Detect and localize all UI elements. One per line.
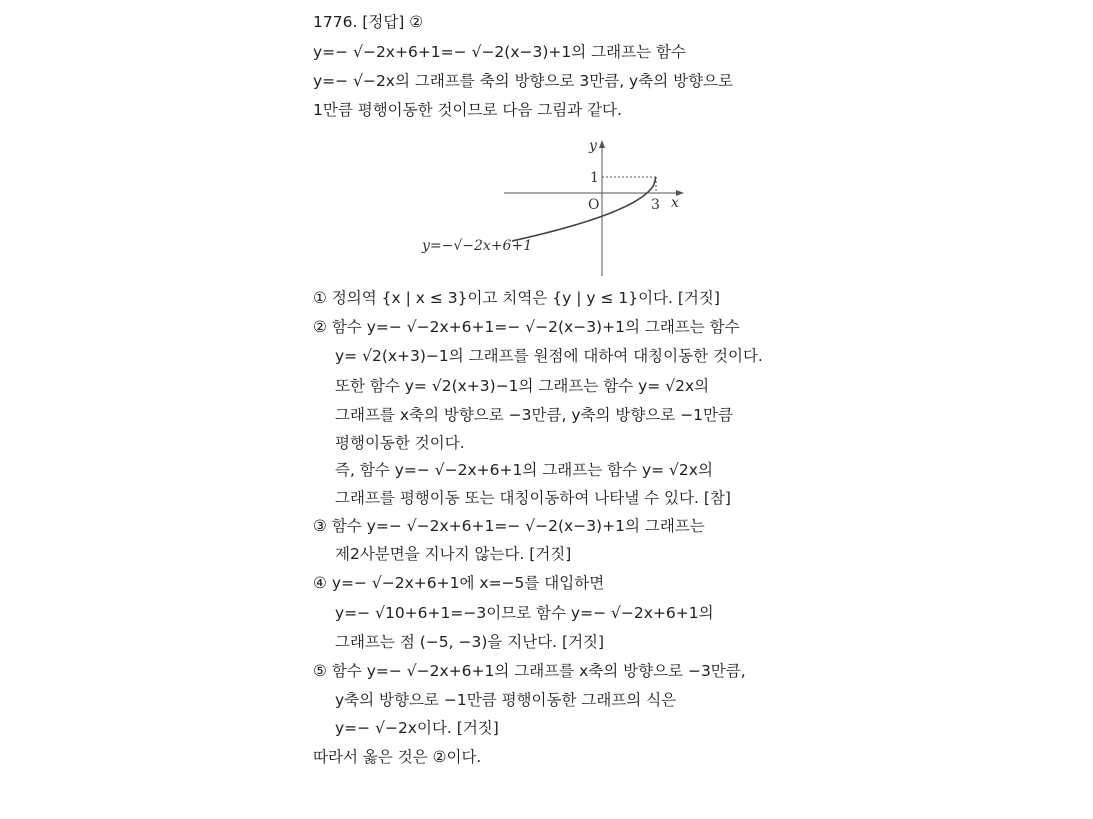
intro-line-2: y=− √−2x의 그래프를 축의 방향으로 3만큼, y축의 방향으로 — [313, 72, 733, 90]
item-2-line-1: ② 함수 y=− √−2x+6+1=− √−2(x−3)+1의 그래프는 함수 — [313, 318, 740, 336]
item-1-line-1: ① 정의역 {x | x ≤ 3}이고 치역은 {y | y ≤ 1}이다. [거짓] — [313, 289, 720, 307]
item-5-line-2: y축의 방향으로 −1만큼 평행이동한 그래프의 식은 — [335, 691, 677, 709]
item-2-line-6: 즉, 함수 y=− √−2x+6+1의 그래프는 함수 y= √2x의 — [335, 461, 713, 479]
item-2-line-7: 그래프를 평행이동 또는 대칭이동하여 나타낼 수 있다. [참] — [335, 489, 731, 507]
y-axis-arrow — [599, 140, 605, 148]
item-3-line-1: ③ 함수 y=− √−2x+6+1=− √−2(x−3)+1의 그래프는 — [313, 517, 705, 535]
x-tick-label: 3 — [651, 197, 660, 213]
conclusion: 따라서 옳은 것은 ②이다. — [313, 748, 482, 766]
item-2-line-3: 또한 함수 y= √2(x+3)−1의 그래프는 함수 y= √2x의 — [335, 377, 710, 395]
function-graph — [414, 136, 694, 278]
item-4-line-3: 그래프는 점 (−5, −3)을 지난다. [거짓] — [335, 633, 605, 651]
item-2-line-5: 평행이동한 것이다. — [335, 434, 465, 452]
origin-label: O — [588, 197, 600, 213]
item-5-line-3: y=− √−2x이다. [거짓] — [335, 719, 499, 737]
problem-header: 1776. [정답] ② — [313, 13, 424, 31]
curve-label: y=−√−2x+6+1 — [422, 238, 533, 254]
item-5-line-1: ⑤ 함수 y=− √−2x+6+1의 그래프를 x축의 방향으로 −3만큼, — [313, 662, 746, 680]
item-4-line-2: y=− √10+6+1=−3이므로 함수 y=− √−2x+6+1의 — [335, 604, 714, 622]
intro-line-1: y=− √−2x+6+1=− √−2(x−3)+1의 그래프는 함수 — [313, 43, 686, 61]
y-axis-label: y — [589, 138, 597, 154]
intro-line-3: 1만큼 평행이동한 것이므로 다음 그림과 같다. — [313, 101, 622, 119]
x-axis-label: x — [671, 195, 679, 211]
y-tick-label: 1 — [590, 170, 599, 186]
item-2-line-4: 그래프를 x축의 방향으로 −3만큼, y축의 방향으로 −1만큼 — [335, 406, 733, 424]
function-curve — [512, 177, 656, 241]
item-2-line-2: y= √2(x+3)−1의 그래프를 원점에 대하여 대칭이동한 것이다. — [335, 347, 763, 365]
item-3-line-2: 제2사분면을 지나지 않는다. [거짓] — [335, 545, 572, 563]
item-4-line-1: ④ y=− √−2x+6+1에 x=−5를 대입하면 — [313, 574, 605, 592]
